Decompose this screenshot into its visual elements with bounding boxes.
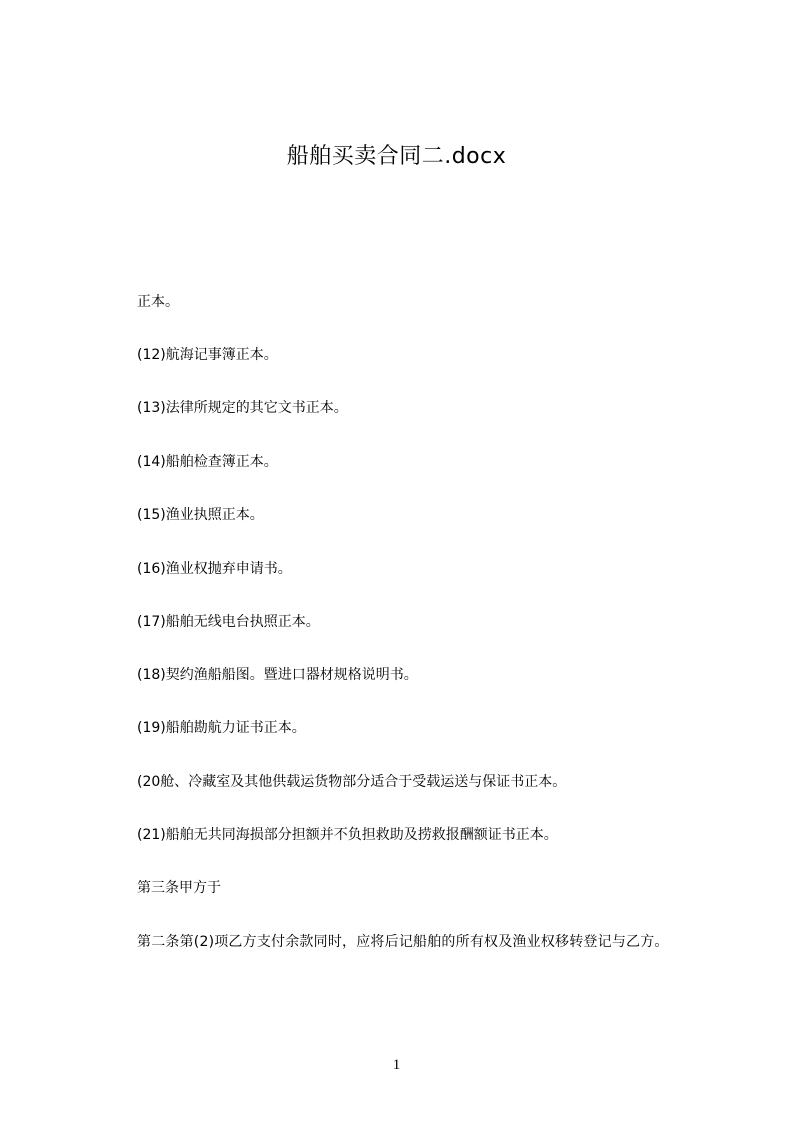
paragraph-9: (19)船舶勘航力证书正本。 [137, 720, 306, 736]
paragraph-11: (21)船舶无共同海损部分担额并不负担救助及捞救报酬额证书正本。 [137, 827, 558, 843]
paragraph-10: (20舱、冷藏室及其他供载运货物部分适合于受载运送与保证书正本。 [137, 774, 567, 790]
paragraph-2: (12)航海记事簿正本。 [137, 347, 278, 363]
paragraph-7: (17)船舶无线电台执照正本。 [137, 614, 320, 630]
paragraph-6: (16)渔业权抛弃申请书。 [137, 561, 292, 577]
paragraph-1: 正本。 [137, 294, 179, 310]
paragraph-8: (18)契约渔船船图。暨进口器材规格说明书。 [137, 667, 418, 683]
paragraph-4: (14)船舶检查簿正本。 [137, 454, 278, 470]
paragraph-3: (13)法律所规定的其它文书正本。 [137, 400, 348, 416]
paragraph-13: 第二条第(2)项乙方支付余款同时，应将后记船舶的所有权及渔业权移转登记与乙方。 [137, 934, 669, 950]
paragraph-5: (15)渔业执照正本。 [137, 507, 264, 523]
page-number: 1 [392, 1057, 401, 1073]
paragraph-12: 第三条甲方于 [137, 880, 221, 896]
document-title: 船舶买卖合同二.docx [286, 144, 507, 169]
